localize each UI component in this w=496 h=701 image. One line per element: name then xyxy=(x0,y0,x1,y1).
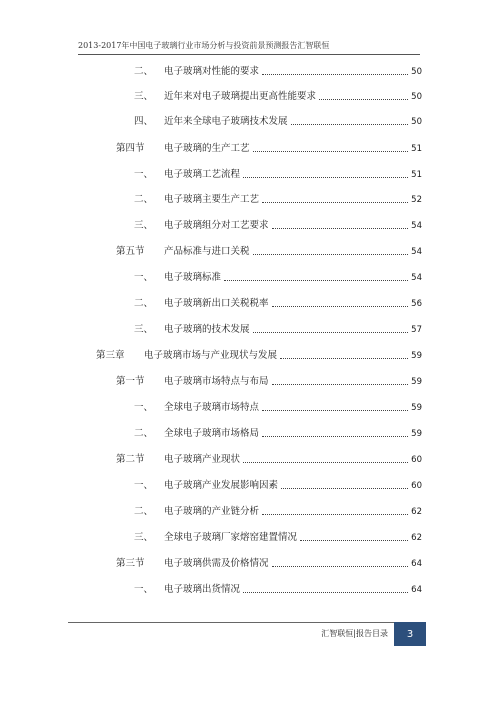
toc-leader xyxy=(243,461,408,463)
toc-entry-number: 三、 xyxy=(134,91,154,102)
toc-entry-title: 产品标准与进口关税 xyxy=(164,246,250,257)
toc-entry-page: 64 xyxy=(411,585,422,595)
toc-leader xyxy=(262,73,408,75)
footer-rule xyxy=(68,622,396,623)
toc-leader xyxy=(243,591,408,593)
toc-entry[interactable] xyxy=(134,528,422,544)
toc-entry-page: 50 xyxy=(411,67,422,77)
toc-leader xyxy=(319,98,408,100)
toc-entry[interactable] xyxy=(134,398,422,414)
toc-entry-number: 三、 xyxy=(134,532,154,543)
toc-entry-page: 59 xyxy=(411,351,422,361)
toc-entry-page: 59 xyxy=(411,377,422,387)
toc-entry-number: 第三章 xyxy=(96,350,125,361)
footer-text: 汇智联恒|报告目录 xyxy=(321,629,388,638)
toc-entry-title: 电子玻璃供需及价格情况 xyxy=(164,558,269,569)
toc-entry-page: 51 xyxy=(411,170,422,180)
toc-entry-title: 电子玻璃市场与产业现状与发展 xyxy=(144,350,278,361)
toc-entry-page: 54 xyxy=(411,247,422,257)
toc-entry[interactable] xyxy=(134,190,422,206)
toc-entry-page: 51 xyxy=(411,144,422,154)
toc-leader xyxy=(262,201,408,203)
toc-entry[interactable] xyxy=(134,294,422,310)
toc-leader xyxy=(253,253,409,255)
toc-entry[interactable] xyxy=(134,320,422,336)
toc-leader xyxy=(272,565,409,567)
toc-entry-number: 二、 xyxy=(134,66,154,77)
toc-leader xyxy=(262,409,408,411)
toc-entry-number: 二、 xyxy=(134,506,154,517)
toc-entry-title: 全球电子玻璃厂家熔窑建置情况 xyxy=(164,532,298,543)
toc-entry-title: 全球电子玻璃市场格局 xyxy=(164,428,260,439)
toc-entry-number: 第四节 xyxy=(116,143,145,154)
toc-entry-number: 第三节 xyxy=(116,558,145,569)
toc-entry-title: 电子玻璃出货情况 xyxy=(164,584,241,595)
toc-leader xyxy=(253,150,409,152)
toc-entry-number: 第二节 xyxy=(116,454,145,465)
toc-entry-page: 59 xyxy=(411,403,422,413)
toc-entry[interactable] xyxy=(134,476,422,492)
toc-entry-page: 56 xyxy=(411,299,422,309)
toc-entry-page: 52 xyxy=(411,195,422,205)
toc-entry-number: 一、 xyxy=(134,272,154,283)
toc-entry[interactable] xyxy=(134,216,422,232)
page-number-badge: 3 xyxy=(394,622,426,646)
toc-leader xyxy=(280,357,408,359)
header-rule xyxy=(78,54,420,55)
toc-leader xyxy=(272,383,409,385)
toc-leader xyxy=(272,305,409,307)
toc-leader xyxy=(262,435,408,437)
toc-entry-page: 64 xyxy=(411,559,422,569)
toc-entry-number: 第一节 xyxy=(116,376,145,387)
toc-entry[interactable] xyxy=(134,165,422,181)
toc-leader xyxy=(253,331,409,333)
toc-entry-title: 电子玻璃标准 xyxy=(164,272,222,283)
toc-entry[interactable] xyxy=(116,242,422,258)
toc-entry-title: 电子玻璃工艺流程 xyxy=(164,169,241,180)
toc-entry-title: 电子玻璃对性能的要求 xyxy=(164,66,260,77)
toc-entry-title: 电子玻璃产业发展影响因素 xyxy=(164,480,279,491)
toc-entry-title: 电子玻璃主要生产工艺 xyxy=(164,194,260,205)
toc-entry-page: 62 xyxy=(411,507,422,517)
toc-entry[interactable] xyxy=(96,346,422,362)
header-text: 2013-2017年中国电子玻璃行业市场分析与投资前景预测报告汇智联恒 xyxy=(78,41,330,50)
toc-entry-page: 54 xyxy=(411,273,422,283)
toc-entry-number: 三、 xyxy=(134,220,154,231)
toc-entry-title: 电子玻璃组分对工艺要求 xyxy=(164,220,269,231)
toc-entry-title: 电子玻璃产业现状 xyxy=(164,454,241,465)
toc-leader xyxy=(224,279,408,281)
toc-entry-page: 60 xyxy=(411,481,422,491)
toc-entry-number: 二、 xyxy=(134,298,154,309)
toc-entry-number: 二、 xyxy=(134,194,154,205)
toc-entry[interactable] xyxy=(134,268,422,284)
toc-entry[interactable] xyxy=(134,502,422,518)
toc-entry-number: 第五节 xyxy=(116,246,145,257)
toc-entry-page: 59 xyxy=(411,429,422,439)
toc-entry[interactable] xyxy=(116,372,422,388)
toc-entry-page: 50 xyxy=(411,92,422,102)
toc-entry-page: 54 xyxy=(411,221,422,231)
toc-entry-number: 一、 xyxy=(134,480,154,491)
toc-entry[interactable] xyxy=(116,450,422,466)
toc-entry-title: 近年来全球电子玻璃技术发展 xyxy=(164,116,288,127)
toc-entry[interactable] xyxy=(116,139,422,155)
toc-entry-title: 电子玻璃的产业链分析 xyxy=(164,506,260,517)
toc-entry-title: 电子玻璃市场特点与布局 xyxy=(164,376,269,387)
toc-entry[interactable] xyxy=(116,554,422,570)
toc-entry[interactable] xyxy=(134,580,422,596)
toc-entry-number: 一、 xyxy=(134,402,154,413)
toc-leader xyxy=(291,123,409,125)
toc-entry-number: 四、 xyxy=(134,116,154,127)
toc-entry[interactable] xyxy=(134,87,422,103)
toc-entry-title: 全球电子玻璃市场特点 xyxy=(164,402,260,413)
toc-entry[interactable] xyxy=(134,424,422,440)
toc-leader xyxy=(272,227,409,229)
toc-entry-title: 电子玻璃新出口关税税率 xyxy=(164,298,269,309)
toc-entry[interactable] xyxy=(134,112,422,128)
toc-leader xyxy=(262,513,408,515)
toc-leader xyxy=(300,539,408,541)
toc-entry-page: 60 xyxy=(411,455,422,465)
toc-entry-page: 62 xyxy=(411,533,422,543)
toc-entry-title: 电子玻璃的技术发展 xyxy=(164,324,250,335)
toc-entry-title: 电子玻璃的生产工艺 xyxy=(164,143,250,154)
toc-entry-title: 近年来对电子玻璃提出更高性能要求 xyxy=(164,91,317,102)
toc-entry-number: 一、 xyxy=(134,169,154,180)
toc-leader xyxy=(243,176,408,178)
toc-leader xyxy=(281,487,408,489)
toc-entry-page: 50 xyxy=(411,117,422,127)
toc-entry[interactable] xyxy=(134,62,422,78)
toc-entry-page: 57 xyxy=(411,325,422,335)
toc-entry-number: 三、 xyxy=(134,324,154,335)
toc-entry-number: 一、 xyxy=(134,584,154,595)
toc-entry-number: 二、 xyxy=(134,428,154,439)
